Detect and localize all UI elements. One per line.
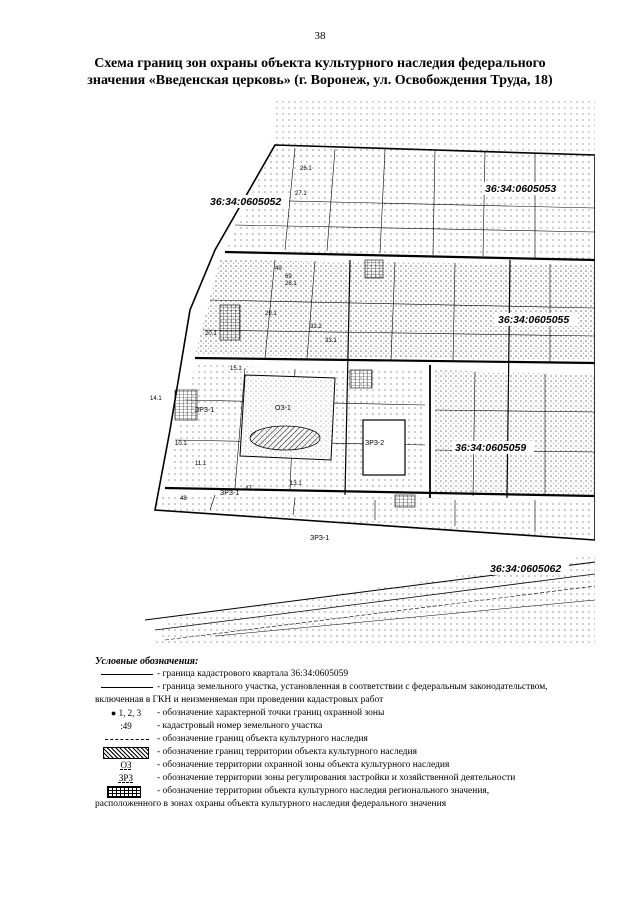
map-drawing [95,100,595,645]
quarter-label: 36:34:0605053 [485,183,557,195]
legend-item-oz: ОЗ - обозначение территории охранной зоны объекта культурного наследия [95,759,615,772]
legend-item-zrz: ЗРЗ - обозначение территории зоны регулирования застройки и хозяйственной деятельности [95,772,615,785]
title-line-2: значения «Введенская церковь» (г. Воронеж, ул. Освобождения Труда, 18) [87,73,553,88]
oz-symbol: ОЗ [120,760,132,770]
point-icon: ● 1, 2, 3 [110,708,142,718]
parcel-number: 15.1 [230,366,242,372]
thin-line-symbol [95,681,157,694]
parcel-number: 26.1 [300,166,312,172]
zone-label: ЗРЗ-1 [195,407,215,414]
legend-item-quarter-boundary: - граница кадастрового квартала 36:34:0605059 [95,668,615,681]
parcel-number: 13.1 [290,481,302,487]
parcel-number: 10.1 [175,441,187,447]
parcel-number: 33.2 [310,324,322,330]
legend-item-cadastral-number: :49 - кадастровый номер земельного участка [95,720,615,733]
page-title [70,55,570,89]
quarter-label: 36:34:0605062 [490,563,562,575]
zone-label: ЗРЗ-1 [310,535,330,542]
parcel-number: 27.1 [295,191,307,197]
legend-title: Условные обозначения: [95,656,199,667]
cadastral-number-symbol: :49 [120,721,132,731]
parcel-number: 20.1 [205,331,217,337]
legend-item-parcel-boundary-cont: включенная в ГКН и неизменяемая при проведении кадастровых работ [95,695,384,705]
zone-label: ЗРЗ-1 [220,490,240,497]
quarter-label: 36:34:0605059 [455,442,527,454]
parcel-number: 47 [245,486,252,492]
church-building [363,420,405,475]
grid-box-symbol [95,785,157,798]
legend-item-point: ● 1, 2, 3 - обозначение характерной точки границ охранной зоны [95,707,615,720]
hatched-box-symbol [95,746,157,759]
parcel-number: 33.1 [325,338,337,344]
legend-item-regional-object: - обозначение территории объекта культурного наследия регионального значения, [95,785,615,798]
point-symbol [95,707,157,720]
legend-item-territory-boundary: - обозначение границ территории объекта культурного наследия [95,746,615,759]
zrz-symbol: ЗРЗ [118,773,134,783]
map-legend [95,655,615,811]
parcel-number: 29.1 [265,311,277,317]
legend-item-object-boundary: - обозначение границ объекта культурного наследия [95,733,615,746]
legend-item-parcel-boundary: - граница земельного участка, установленная в соответствии с федеральным законодательством, [95,681,615,694]
parcel-number: 69 [285,274,292,280]
parcel-number: 28.1 [285,281,297,287]
cadastral-map [95,100,595,645]
parcel-number: 48 [180,496,187,502]
heritage-territory [240,375,335,460]
thick-line-symbol [95,668,157,681]
parcel-number: 11.1 [195,461,207,467]
legend-item-regional-object-cont: расположенного в зонах охраны объекта культурного наследия федерального значения [95,799,447,809]
zone-label: ОЗ-1 [275,405,291,412]
parcel-number: 49 [275,266,282,272]
title-line-1: Схема границ зон охраны объекта культурного наследия федерального [94,56,546,71]
quarter-label: 36:34:0605055 [498,314,570,326]
zone-label: ЗРЗ-2 [365,440,385,447]
dashed-line-symbol [95,733,157,746]
page-number: 38 [314,30,326,42]
parcel-number: 14.1 [150,396,162,402]
quarter-label: 36:34:0605052 [210,196,282,208]
